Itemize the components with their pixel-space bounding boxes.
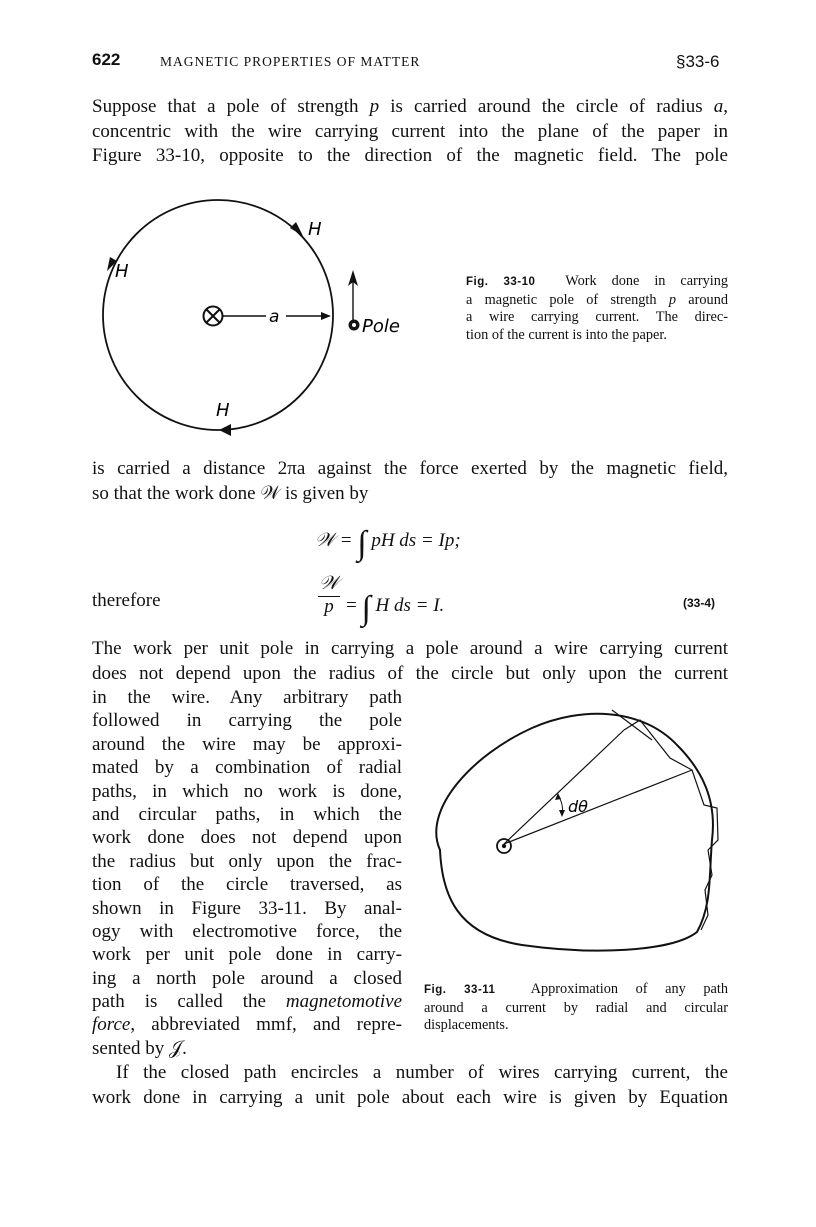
column-line-10: shown in Figure 33-11. By anal- [92, 897, 402, 919]
fig2-caption-line-2: around a current by radial and circular [424, 999, 728, 1016]
figure-33-10-caption [466, 273, 728, 344]
equation2-equals: = [346, 595, 357, 616]
current-into-page-icon [204, 307, 223, 326]
figure-33-10-label: Fig. 33-10 [466, 276, 536, 288]
column-paragraph [92, 686, 402, 1060]
equation2-integral: ∫ [361, 590, 371, 627]
column-line-2: followed in carrying the pole [92, 710, 402, 732]
intro-line-2: concentric with the wire carrying current into the plane of the paper in [92, 120, 728, 142]
equation2-denominator: p [324, 596, 334, 617]
fig1-caption-line-1: Work done in carrying [565, 273, 728, 289]
column-line-16: sented by 𝒥. [92, 1037, 187, 1059]
equation2-numerator: 𝒲 [319, 573, 339, 594]
intro-paragraph [92, 95, 728, 169]
column-line-3: around the wire may be approxi- [92, 733, 402, 755]
field-circle [103, 200, 333, 430]
column-line-8: the radius but only upon the frac- [92, 850, 402, 872]
intro-line-1: Suppose that a pole of strength p is carried around the circle of radius a, [92, 96, 728, 117]
column-line-14: path is called the magnetomotive [92, 991, 402, 1013]
page-number: 622 [92, 50, 121, 69]
angle-arrow-bottom [559, 810, 565, 817]
middle-line-1: is carried a distance 2πa against the force exerted by the magnetic field, [92, 458, 728, 479]
fig2-caption-line-1: Approximation of any path [530, 981, 729, 997]
h-label-top: H [308, 219, 322, 240]
equation1-integral: ∫ [357, 525, 367, 562]
middle-line-2: so that the work done 𝒲 is given by [92, 482, 369, 504]
h-label-bottom: H [216, 400, 230, 421]
column-line-6: and circular paths, in which the [92, 803, 402, 825]
figure-33-11-caption [424, 981, 728, 1035]
fig1-caption-line-4: tion of the current is into the paper. [466, 326, 667, 343]
column-line-7: work done does not depend upon [92, 827, 402, 849]
column-line-15: force, abbreviated mmf, and repre- [92, 1014, 402, 1036]
equation1-lhs: 𝒲 = [315, 530, 353, 551]
h-label-left: H [115, 261, 129, 282]
fig2-caption-line-3: displacements. [424, 1017, 509, 1033]
intro-line-3: Figure 33-10, opposite to the direction of the magnetic field. The pole [92, 145, 728, 166]
after-equation-paragraph [92, 637, 728, 686]
equation2-lead: therefore [92, 590, 161, 611]
equation2-fraction [316, 574, 342, 617]
middle-paragraph [92, 457, 728, 506]
column-line-1: in the wire. Any arbitrary path [92, 687, 402, 708]
h-arrow-bottom [219, 424, 231, 436]
running-title: MAGNETIC PROPERTIES OF MATTER [160, 54, 421, 69]
column-line-12: work per unit pole done in carry- [92, 944, 402, 966]
column-line-13: ing a north pole around a closed [92, 967, 402, 989]
section-number: §33-6 [676, 52, 720, 71]
final-line-1: If the closed path encircles a number of wires carrying current, the [116, 1062, 728, 1083]
pole-icon [349, 320, 360, 331]
equation-number: (33-4) [683, 596, 716, 610]
column-line-11: ogy with electromotive force, the [92, 920, 402, 942]
closed-path [436, 714, 713, 951]
radial-line-2 [504, 770, 692, 844]
figure-33-10 [90, 188, 420, 438]
current-out-of-page-icon [497, 839, 511, 853]
column-line-5: paths, in which no work is done, [92, 780, 402, 802]
final-paragraph [92, 1061, 728, 1110]
radial-line-1 [504, 730, 624, 844]
h-arrow-top [290, 222, 303, 236]
fig1-caption-line-2: a magnetic pole of strength p around [466, 291, 729, 308]
figure-33-11-label: Fig. 33-11 [424, 984, 496, 996]
column-line-4: mated by a combination of radial [92, 757, 402, 779]
fig1-caption-line-3: a wire carrying current. The direc- [466, 309, 728, 325]
final-line-2: work done in carrying a unit pole about each wire is given by Equation [92, 1086, 728, 1108]
after-eq-line-2: does not depend upon the radius of the circle but only upon the current [92, 662, 728, 684]
equation-work [315, 525, 461, 563]
equation1-rhs: pH ds = Ip; [371, 530, 461, 551]
pole-label: Pole [362, 316, 400, 337]
equation2-body [346, 590, 444, 628]
column-line-9: tion of the circle traversed, as [92, 874, 402, 896]
radius-arrowhead [321, 312, 331, 320]
angle-label: dθ [568, 797, 588, 816]
figure-33-11 [412, 700, 742, 970]
after-eq-line-1: The work per unit pole in carrying a pole around a wire carrying current [92, 638, 728, 659]
equation2-rhs: H ds = I. [375, 595, 445, 616]
radius-label: a [269, 307, 280, 327]
